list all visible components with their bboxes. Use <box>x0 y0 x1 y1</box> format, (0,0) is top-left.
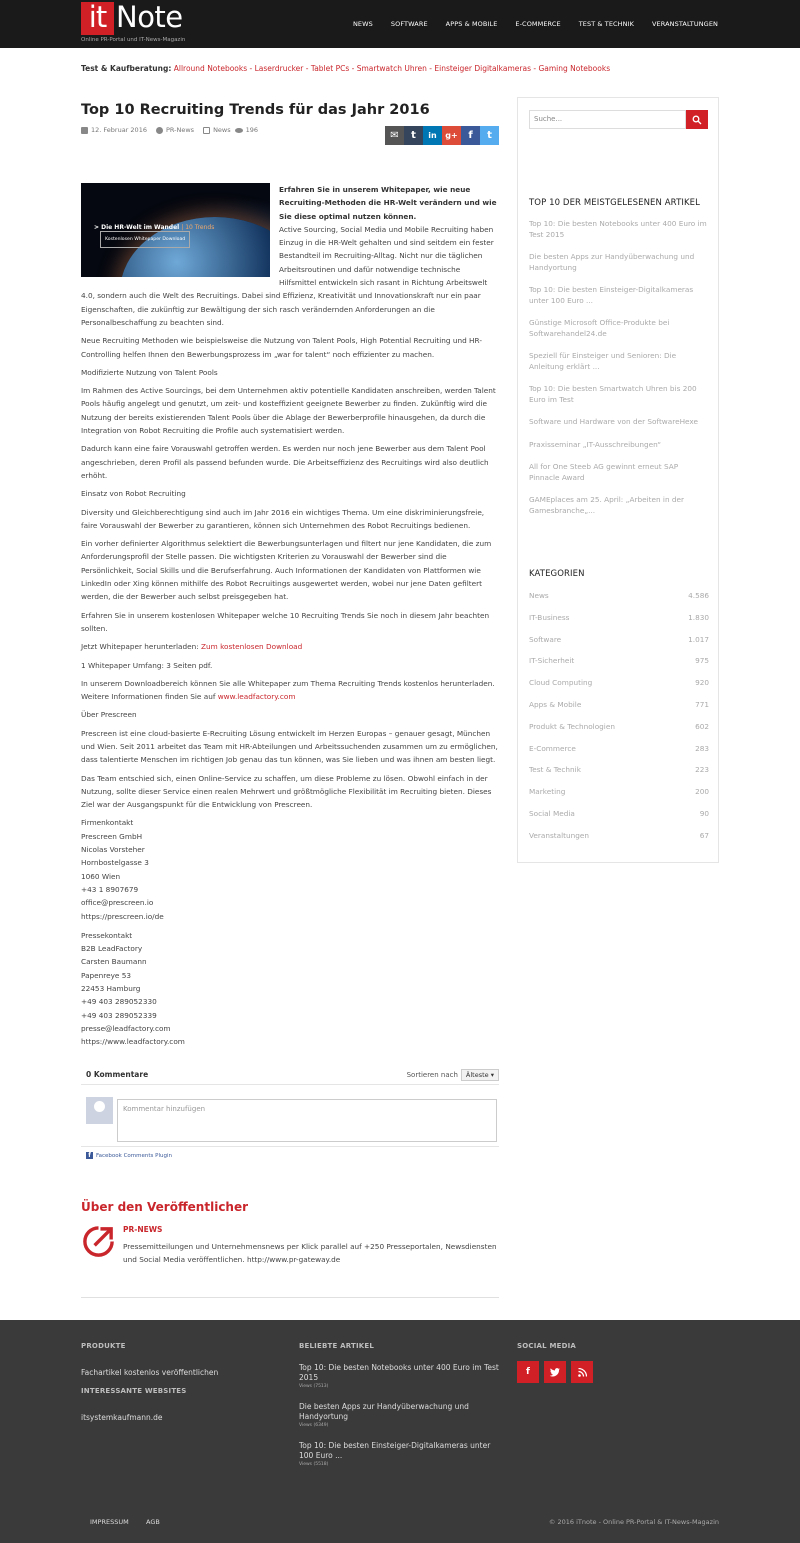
main-nav <box>335 0 718 48</box>
footer-products-link[interactable]: Fachartikel kostenlos veröffentlichen <box>81 1368 219 1377</box>
kauf-sep: - <box>303 64 311 73</box>
nav-apps-mobile[interactable]: APPS & MOBILE <box>445 20 498 28</box>
footer-article-views: Views (5518) <box>299 1462 329 1467</box>
article-p12: In unserem Downloadbereich können Sie alle Whitepaper zum Thema Recruiting Trends kostenlos herunterladen. Weitere Informationen finden Sie auf <box>81 678 495 702</box>
category-name: Produkt & Technologien <box>529 721 615 731</box>
article-date: 12. Februar 2016 <box>91 126 147 134</box>
footer-article[interactable] <box>299 1363 504 1389</box>
contact-line: B2B LeadFactory <box>81 944 143 954</box>
article-author[interactable]: PR-News <box>165 126 195 134</box>
calendar-icon <box>81 127 88 134</box>
article-views: 196 <box>245 126 259 134</box>
category-row[interactable] <box>529 808 709 830</box>
contact-line: +49 403 289052330 <box>81 997 157 1007</box>
list-item[interactable]: Günstige Microsoft Office-Produkte bei Softwarehandel24.de <box>529 318 670 338</box>
nav-software[interactable]: SOFTWARE <box>390 20 428 28</box>
kauf-link-allround-notebooks[interactable]: Allround Notebooks <box>173 64 248 73</box>
chevron-down-icon: ▾ <box>490 1070 494 1079</box>
contact-line: Firmenkontakt <box>81 818 134 828</box>
article-body <box>81 183 499 1055</box>
contact-line: Hornbostelgasse 3 <box>81 858 149 868</box>
firmenkontakt <box>81 816 499 922</box>
category-row[interactable] <box>529 721 709 743</box>
category-count: 602 <box>695 721 709 731</box>
nav-e-commerce[interactable]: E-COMMERCE <box>515 20 561 28</box>
footer-article-title: Top 10: Die besten Notebooks unter 400 Euro im Test 2015 <box>299 1363 499 1382</box>
tumblr-share-icon[interactable]: t <box>404 126 423 145</box>
category-row[interactable] <box>529 743 709 765</box>
article <box>81 100 499 1047</box>
contact-line: Nicolas Vorsteher <box>81 845 145 855</box>
plugin-label: Facebook Comments Plugin <box>96 1152 172 1159</box>
category-count: 67 <box>699 830 709 840</box>
footer-bottom <box>0 1518 800 1532</box>
logo-note: Note <box>116 0 183 34</box>
eye-icon <box>235 128 243 133</box>
user-icon <box>156 127 163 134</box>
kauf-link-gaming-notebooks[interactable]: Gaming Notebooks <box>538 64 611 73</box>
sort-value: Älteste <box>465 1070 489 1079</box>
contact-line: +43 1 8907679 <box>81 884 139 894</box>
footer-products <box>81 1342 218 1422</box>
kauf-sep: - <box>349 64 357 73</box>
comments-section <box>81 1067 499 1159</box>
category-row[interactable] <box>529 786 709 808</box>
rss-icon[interactable] <box>571 1361 593 1383</box>
article-p15: Das Team entschied sich, einen Online-Service zu schaffen, um diese Probleme zu lösen. Obwohl einfach in der Nutzung, sollte dieser Service einen realen Mehrwert und größtmögliche Flexibilität im Recruiting bieten. Dieses Ziel war der Ausgangspunkt für die Entwicklung von Prescreen. <box>81 773 492 810</box>
category-row[interactable] <box>529 830 709 852</box>
linkedin-share-icon[interactable]: in <box>423 126 442 145</box>
categories-list <box>529 590 709 852</box>
list-item[interactable]: Top 10: Die besten Notebooks unter 400 Euro im Test 2015 <box>529 219 707 239</box>
email-share-icon[interactable]: ✉ <box>385 126 404 145</box>
search-icon <box>692 115 702 125</box>
copyright: © 2016 iTnote - Online PR-Portal & IT-News-Magazin <box>548 1518 719 1526</box>
footer-article[interactable] <box>299 1402 504 1428</box>
category-row[interactable] <box>529 590 709 612</box>
footer-article-title: Top 10: Die besten Einsteiger-Digitalkameras unter 100 Euro ... <box>299 1441 491 1460</box>
article-p7: Diversity und Gleichberechtigung sind auch im Jahr 2016 ein wichtiges Thema. Um eine diskriminierungsfreie, faire Vorauswahl der Bewerber zu garantieren, können sich Unternehmen des Robot Recruitings bedienen. <box>81 507 485 530</box>
list-item[interactable]: Top 10: Die besten Einsteiger-Digitalkameras unter 100 Euro ... <box>529 285 694 305</box>
publisher-heading: Über den Veröffentlicher <box>81 1200 249 1214</box>
contact-line: Pressekontakt <box>81 930 133 940</box>
search-input[interactable]: Suche... <box>529 110 686 129</box>
publisher-box <box>81 1200 499 1298</box>
facebook-icon: f <box>86 1152 93 1159</box>
article-subheading-talent-pools: Modifizierte Nutzung von Talent Pools <box>81 367 218 377</box>
category-row[interactable] <box>529 655 709 677</box>
kauf-link-laserdrucker[interactable]: Laserdrucker <box>254 64 304 73</box>
twitter-share-icon[interactable]: t <box>480 126 499 145</box>
contact-line: office@prescreen.io <box>81 898 154 908</box>
article-subheading-robot: Einsatz von Robot Recruiting <box>81 489 186 499</box>
category-name: News <box>529 591 549 600</box>
category-name: IT-Business <box>529 612 570 622</box>
popular-articles-list <box>529 219 709 528</box>
article-hero-image <box>81 183 270 277</box>
impressum-link[interactable]: IMPRESSUM <box>90 1518 129 1526</box>
popular-articles-title: TOP 10 DER MEISTGELESENEN ARTIKEL <box>529 198 700 208</box>
category-count: 90 <box>699 808 709 818</box>
footer-websites-title: INTERESSANTE WEBSITES <box>81 1387 187 1395</box>
article-p4: Im Rahmen des Active Sourcings, bei dem Unternehmen aktiv potentielle Kandidaten anschreiben, werden Talent Pools häufig angelegt und genutzt, um zeit- und kosteffizient geeignete Bewerber zu finden. Zukünftig wird die Nutzung der bereits existierenden Talent Pools über die Ablage der Bewerberprofile hinausgehen, da durch die Integration von Robot Recruiting die Profile auch systematisiert werden. <box>81 386 496 436</box>
category-count: 4.586 <box>688 591 709 600</box>
category-count: 975 <box>695 656 709 666</box>
list-item[interactable]: GAMEplaces am 25. April: „Arbeiten in der Gamesbranche„... <box>529 495 685 515</box>
category-count: 283 <box>695 743 709 753</box>
contact-line: Papenreye 53 <box>81 970 132 980</box>
share-buttons <box>385 126 499 145</box>
publisher-description: Pressemitteilungen und Unternehmensnews per Klick parallel auf +250 Presseportalen, Newsdiensten und Social Media veröffentlichen. http://www.pr-gateway.de <box>123 1242 497 1264</box>
kaufberatung-label: Test & Kaufberatung: <box>81 64 172 73</box>
footer <box>0 1320 800 1543</box>
twitter-icon[interactable] <box>544 1361 566 1383</box>
footer-social <box>517 1342 598 1383</box>
nav-veranstaltungen[interactable]: VERANSTALTUNGEN <box>652 20 718 28</box>
top-navbar <box>0 0 800 48</box>
contact-line: Carsten Baumann <box>81 957 147 967</box>
logo-tagline: Online PR-Portal und IT-News-Magazin <box>81 37 186 43</box>
list-item[interactable]: Die besten Apps zur Handyüberwachung und Handyortung <box>529 252 695 272</box>
footer-article[interactable] <box>299 1441 504 1467</box>
footer-article-title: Die besten Apps zur Handyüberwachung und Handyortung <box>299 1402 469 1421</box>
article-title: Top 10 Recruiting Trends für das Jahr 2016 <box>81 102 430 118</box>
hero-subline: Kostenlosen Whitepaper Download <box>100 231 190 248</box>
folder-icon <box>203 127 210 134</box>
contact-line: +49 403 289052339 <box>81 1010 157 1020</box>
facebook-comments-plugin[interactable] <box>86 1152 499 1159</box>
category-name: Apps & Mobile <box>529 699 582 709</box>
contact-line: 1060 Wien <box>81 871 121 881</box>
category-row[interactable] <box>529 764 709 786</box>
search-button[interactable] <box>686 110 708 129</box>
article-p14: Prescreen ist eine cloud-basierte E-Recruiting Lösung entwickelt im Herzen Europas – genauer gesagt, München und Wien. Seit 2011 arbeitet das Team mit HR-Abteilungen und Arbeitssuchenden zusammen um zu ermöglichen, dass talentierte Menschen im richtigen Job genau das tun können, was Sie lieben und was ihnen am besten liegt. <box>81 728 498 765</box>
kaufberatung-bar <box>81 64 610 73</box>
category-row[interactable] <box>529 699 709 721</box>
googleplus-share-icon[interactable]: g+ <box>442 126 461 145</box>
hero-line1: > Die HR-Welt im Wandel <box>94 224 180 231</box>
footer-article-views: Views (7513) <box>299 1384 329 1389</box>
kauf-link-tablet-pcs[interactable]: Tablet PCs <box>310 64 350 73</box>
kauf-link-digitalkameras[interactable]: Einsteiger Digitalkameras <box>434 64 531 73</box>
kauf-sep: - <box>426 64 435 73</box>
article-p2: Neue Recruiting Methoden wie beispielsweise die Nutzung von Talent Pools, High Potential Recruiting und HR-Controlling helfen Ihnen den Bewerbungsprozess im „war for talent“ noch effizienter zu machen. <box>81 336 482 359</box>
category-name: Veranstaltungen <box>529 830 590 840</box>
list-item[interactable]: Speziell für Einsteiger und Senioren: Die Anleitung erklärt ... <box>529 351 677 371</box>
facebook-share-icon[interactable]: f <box>461 126 480 145</box>
sidebar <box>517 97 719 863</box>
category-row[interactable] <box>529 612 709 634</box>
article-p11: 1 Whitepaper Umfang: 3 Seiten pdf. <box>81 660 213 670</box>
contact-line: presse@leadfactory.com <box>81 1023 171 1033</box>
category-name: Software <box>529 634 562 644</box>
article-p9: Erfahren Sie in unserem kostenlosen Whitepaper welche 10 Recruiting Trends Sie noch in diesem Jahr beachten sollten. <box>81 610 490 633</box>
category-row[interactable] <box>529 634 709 656</box>
footer-popular <box>299 1342 504 1467</box>
download-link[interactable]: Zum kostenlosen Download <box>201 642 303 652</box>
facebook-icon[interactable]: f <box>517 1361 539 1383</box>
contact-line: https://www.leadfactory.com <box>81 1037 185 1047</box>
category-count: 1.017 <box>688 634 709 644</box>
category-name: Marketing <box>529 787 566 797</box>
list-item[interactable]: Top 10: Die besten Smartwatch Uhren bis 200 Euro im Test <box>529 384 697 404</box>
article-subheading-prescreen: Über Prescreen <box>81 710 137 720</box>
footer-popular-title: BELIEBTE ARTIKEL <box>299 1342 375 1350</box>
logo-it: it <box>81 2 114 35</box>
agb-link[interactable]: AGB <box>146 1518 160 1526</box>
footer-article-views: Views (6349) <box>299 1423 329 1428</box>
category-count: 920 <box>695 678 709 688</box>
nav-test-technik[interactable]: TEST & TECHNIK <box>578 20 635 28</box>
category-count: 771 <box>695 699 709 709</box>
pressekontakt <box>81 929 499 1049</box>
categories-title: KATEGORIEN <box>529 569 585 579</box>
kauf-sep: - <box>530 64 539 73</box>
category-count: 1.830 <box>688 612 709 622</box>
leadfactory-link[interactable]: www.leadfactory.com <box>217 692 296 702</box>
site-logo[interactable] <box>81 2 206 46</box>
footer-websites-link[interactable]: itsystemkaufmann.de <box>81 1413 163 1422</box>
contact-line: 22453 Hamburg <box>81 984 141 994</box>
article-p8: Ein vorher definierter Algorithmus selektiert die Bewerbungsunterlagen und filtert nur jene Kandidaten, die zum Anforderungsprofil der Stelle passen. Die wichtigsten Kriterien zu Vorauswahl der Bewerber sind die Persönlichkeit, Social Skills und die Berufserfahrung. Auch Informationen der Kandidaten von Plattformen wie LinkedIn oder Xing können mithilfe des Robot Recruitings ausgewertet werden, wobei nur jene Daten gefiltert werden, die der Bewerber auch selbst preisgegeben hat. <box>81 539 492 602</box>
contact-line: Prescreen GmbH <box>81 831 143 841</box>
article-intro: Erfahren Sie in unserem Whitepaper, wie neue Recruiting-Methoden die HR-Welt verändern und wie Sie diese optimal nutzen können. <box>279 185 497 221</box>
contact-line: https://prescreen.io/de <box>81 911 164 921</box>
hero-line1b: | 10 Trends <box>181 224 215 231</box>
category-name: E-Commerce <box>529 743 576 753</box>
category-row[interactable] <box>529 677 709 699</box>
comment-count: 0 Kommentare <box>86 1070 149 1079</box>
article-p5: Dadurch kann eine faire Vorauswahl getroffen werden. Es werden nur noch jene Bewerber aus dem Talent Pool angeschrieben, deren Profil als passend befunden wurde. Die Arbeitseffizienz des Recruitings wird also deutlich erhöht. <box>81 444 489 480</box>
category-count: 223 <box>695 765 709 775</box>
comment-input[interactable]: Kommentar hinzufügen <box>117 1099 497 1142</box>
kauf-link-smartwatch[interactable]: Smartwatch Uhren <box>356 64 427 73</box>
list-item[interactable]: All for One Steeb AG gewinnt erneut SAP Pinnacle Award <box>529 462 679 482</box>
kauf-sep: - <box>247 64 255 73</box>
footer-products-title: PRODUKTE <box>81 1342 126 1350</box>
list-item[interactable]: Software und Hardware von der SoftwareHexe <box>529 417 698 426</box>
article-p1: Active Sourcing, Social Media und Mobile Recruiting haben Einzug in die HR-Welt gehalten und sind seitdem ein fester Bestandteil im Recruiting-Alltag. Nicht nur die täglichen Arbeitsroutinen und dafür notwendige technische Hilfsmittel entwickeln sich rasant in Richtung Arbeitswelt 4.0, sondern auch die Welt des Recruitings. Dabei sind Effizienz, Kreativität und Innovationskraft nur ein paar Eigenschaften, die zukünftig zur Bewältigung der sich rasch verändernden Anforderungen an die Personalbeschaffung zu beachten sind. <box>81 224 494 327</box>
arrow-circle-icon <box>81 1224 116 1259</box>
category-name: Test & Technik <box>529 765 581 775</box>
article-category[interactable]: News <box>213 126 231 134</box>
list-item[interactable]: Praxisseminar „IT-Ausschreibungen“ <box>529 439 662 449</box>
category-name: Cloud Computing <box>529 678 593 688</box>
category-count: 200 <box>695 787 709 797</box>
sort-select[interactable] <box>461 1069 499 1081</box>
sort-label: Sortieren nach <box>406 1070 458 1079</box>
nav-news[interactable]: NEWS <box>352 20 373 28</box>
footer-social-title: SOCIAL MEDIA <box>517 1342 577 1350</box>
publisher-name[interactable]: PR-NEWS <box>123 1225 163 1234</box>
download-label: Jetzt Whitepaper herunterladen: <box>81 642 202 652</box>
category-name: IT-Sicherheit <box>529 656 575 666</box>
category-name: Social Media <box>529 808 575 818</box>
avatar <box>86 1097 113 1124</box>
